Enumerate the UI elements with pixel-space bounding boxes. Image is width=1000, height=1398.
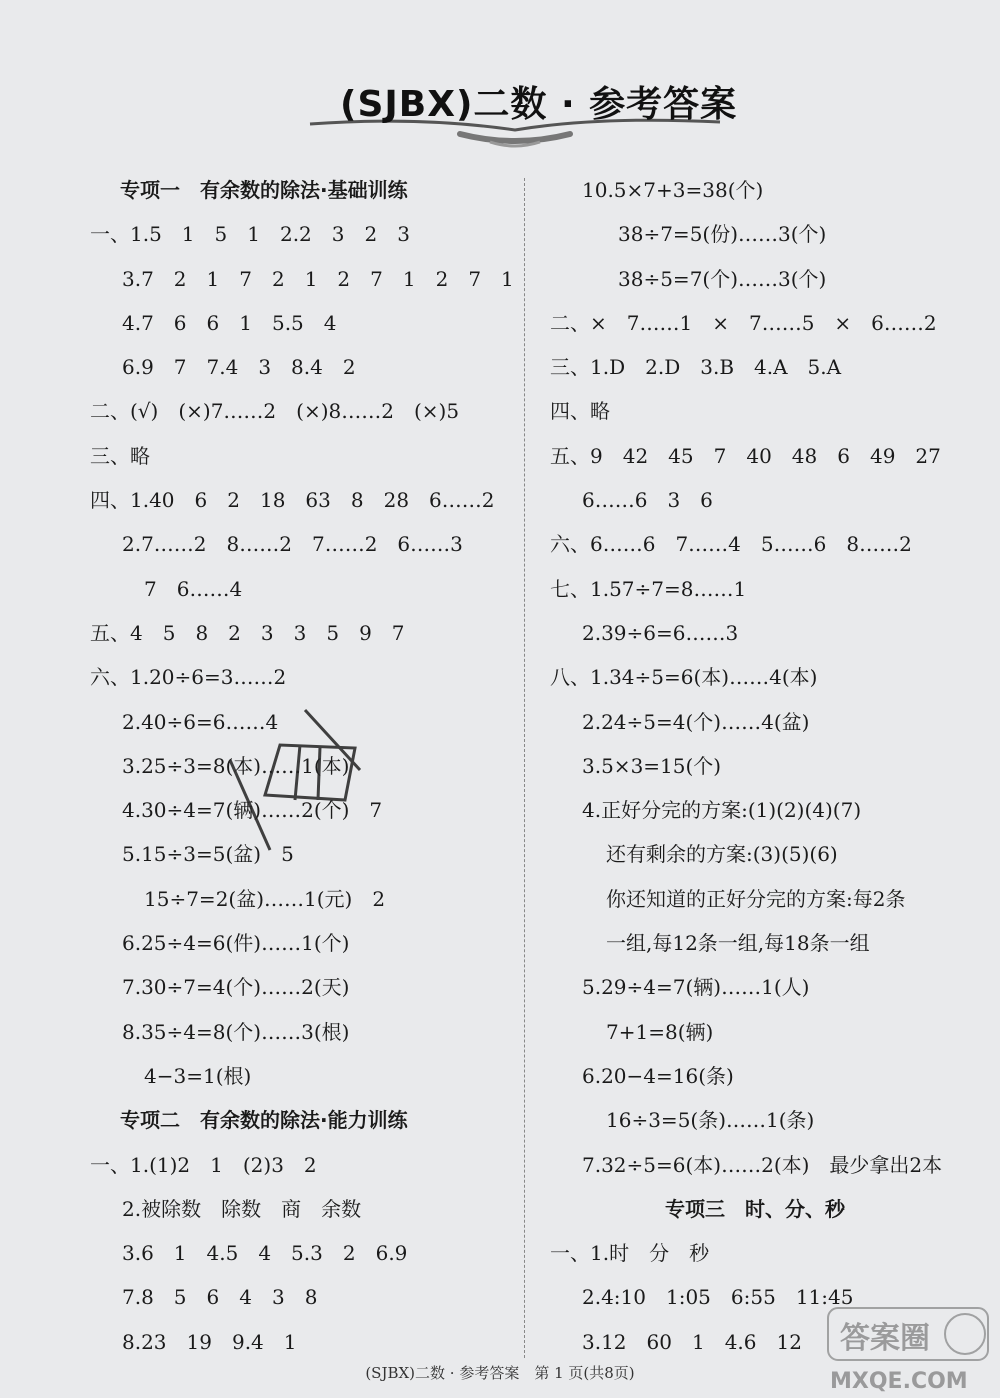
answer-line: 6.25÷4=6(件)……1(个): [122, 931, 350, 956]
answer-line: 五、9 42 45 7 40 48 6 49 27: [550, 443, 941, 468]
answer-line: 6.9 7 7.4 3 8.4 2: [122, 355, 356, 380]
answer-line: 2.被除数 除数 商 余数: [122, 1196, 362, 1221]
watermark-url: MXQE.COM: [830, 1369, 968, 1394]
answer-line: 2.24÷5=4(个)……4(盆): [582, 709, 810, 734]
answer-line: 四、略: [550, 399, 610, 424]
answer-line: 还有剩余的方案:(3)(5)(6): [606, 842, 838, 867]
answer-line: 4.正好分完的方案:(1)(2)(4)(7): [582, 798, 862, 823]
answer-line: 一、1.时 分 秒: [550, 1241, 710, 1266]
answer-line: 38÷5=7(个)……3(个): [618, 266, 827, 291]
answer-line: 6.20−4=16(条): [582, 1063, 734, 1088]
answer-line: 八、1.34÷5=6(本)……4(本): [550, 665, 818, 690]
answer-line: 3.25÷3=8(本)……1(本): [122, 753, 350, 778]
answer-line: 3.7 2 1 7 2 1 2 7 1 2 7 1: [122, 266, 514, 291]
answer-line: 7+1=8(辆): [606, 1019, 714, 1044]
answer-line: 3.6 1 4.5 4 5.3 2 6.9: [122, 1241, 408, 1266]
answer-line: 4.7 6 6 1 5.5 4: [122, 310, 337, 335]
answer-line: 六、1.20÷6=3……2: [90, 665, 287, 690]
answer-line: 一、1.(1)2 1 (2)3 2: [90, 1152, 317, 1177]
answer-line: 7 6……4: [144, 576, 243, 601]
page-footer: (SJBX)二数 · 参考答案 第 1 页(共8页): [365, 1364, 635, 1382]
answer-line: 7.30÷7=4(个)……2(天): [122, 975, 350, 1000]
answer-line: 15÷7=2(盆)……1(元) 2: [144, 886, 386, 911]
answer-line: 五、4 5 8 2 3 3 5 9 7: [90, 620, 405, 645]
answer-line: 4−3=1(根): [144, 1063, 252, 1088]
section-heading: 专项二 有余数的除法·能力训练: [120, 1108, 408, 1133]
page-title: (SJBX)二数 · 参考答案: [340, 84, 738, 125]
answer-line: 一、1.5 1 5 1 2.2 3 2 3: [90, 222, 410, 247]
answer-line: 2.7……2 8……2 7……2 6……3: [122, 532, 463, 557]
right-column: [550, 168, 980, 1364]
answer-line: 三、略: [90, 443, 150, 468]
answer-line: 2.40÷6=6……4: [122, 709, 279, 734]
answer-circle-logo: [820, 1300, 995, 1395]
watermark-text: 答案圈: [840, 1321, 930, 1356]
answer-line: 8.23 19 9.4 1: [122, 1329, 297, 1354]
answer-line: 2.39÷6=6……3: [582, 620, 739, 645]
answer-line: 38÷7=5(份)……3(个): [618, 222, 827, 247]
answer-line: 3.5×3=15(个): [582, 753, 722, 778]
answer-line: 5.15÷3=5(盆) 5: [122, 842, 294, 867]
answer-line: 6……6 3 6: [582, 488, 713, 513]
answer-line: 5.29÷4=7(辆)……1(人): [582, 975, 810, 1000]
answer-line: 10.5×7+3=38(个): [582, 178, 764, 202]
answer-line: 3.12 60 1 4.6 12: [582, 1329, 802, 1354]
answer-line: 2.4:10 1:05 6:55 11:45: [582, 1285, 854, 1310]
answer-line: 七、1.57÷7=8……1: [550, 576, 747, 601]
column-divider: [524, 178, 525, 1358]
answer-line: 三、1.D 2.D 3.B 4.A 5.A: [550, 355, 842, 380]
answer-line: 二、× 7……1 × 7……5 × 6……2: [550, 310, 937, 335]
answer-line: 二、(√) (×)7……2 (×)8……2 (×)5: [90, 399, 460, 424]
answer-line: 你还知道的正好分完的方案:每2条: [606, 886, 906, 911]
answer-line: 一组,每12条一组,每18条一组: [606, 931, 870, 956]
answer-line: 8.35÷4=8(个)……3(根): [122, 1019, 350, 1044]
answer-line: 4.30÷4=7(辆)……2(个) 7: [122, 798, 383, 823]
title-block: [300, 70, 738, 150]
section-heading: 专项三 时、分、秒: [665, 1196, 845, 1221]
answer-line: 四、1.40 6 2 18 63 8 28 6……2: [90, 488, 495, 513]
answer-line: 7.32÷5=6(本)……2(本) 最少拿出2本: [582, 1152, 943, 1177]
answer-line: 7.8 5 6 4 3 8: [122, 1285, 318, 1310]
answer-line: 六、6……6 7……4 5……6 8……2: [550, 532, 912, 557]
section-heading: 专项一 有余数的除法·基础训练: [120, 178, 408, 202]
stamp-mark: [170, 700, 370, 870]
answer-line: 16÷3=5(条)……1(条): [606, 1108, 815, 1133]
